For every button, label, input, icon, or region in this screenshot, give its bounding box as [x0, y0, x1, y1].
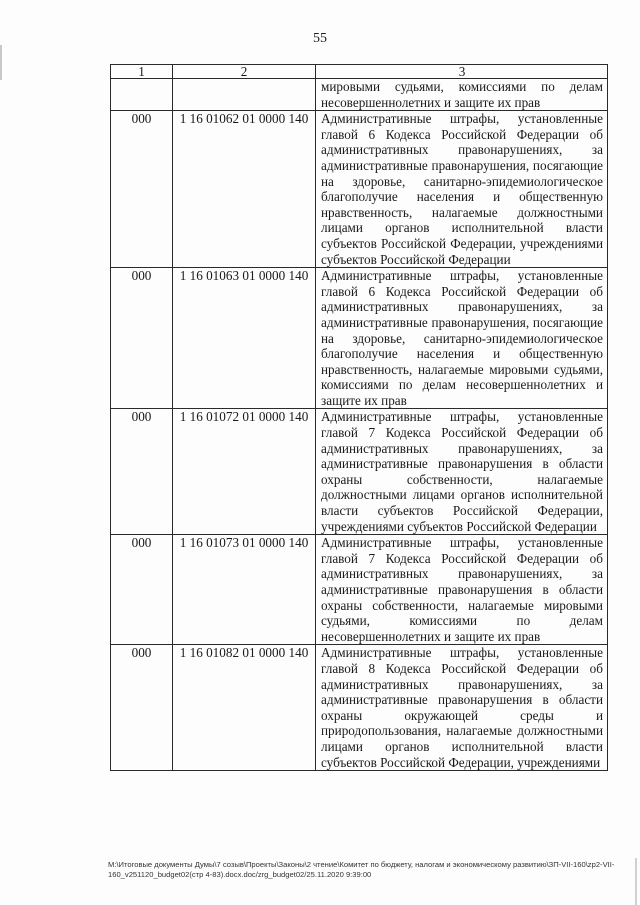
table-row: [111, 645, 608, 771]
table-row: [111, 535, 608, 645]
kbk-code-cell: [173, 79, 316, 111]
revenue-name-cell: мировыми судьями, комиссиями по делам несовершеннолетних и защите их прав: [316, 79, 608, 111]
table-header-row: [111, 65, 608, 79]
revenue-name-cell: Административные штрафы, установленные главой 7 Кодекса Российской Федерации об административных правонарушениях, за административные правонарушения в области охраны собственности, налагаемые мировыми судьями, комиссиями по делам несовершеннолетних и защите их прав: [316, 535, 608, 645]
budget-classification-table: [110, 64, 608, 771]
scan-edge-mark: [635, 858, 637, 905]
table-row: [111, 111, 608, 268]
header-col-2: 2: [173, 65, 316, 79]
revenue-name-cell: Административные штрафы, установленные главой 6 Кодекса Российской Федерации об административных правонарушениях, за административные правонарушения, посягающие на здоровье, санитарно-эпидемиологическое благополучие населения и общественную нравственность, налагаемые мировыми судьями, комиссиями по делам несовершеннолетних и защите их прав: [316, 268, 608, 409]
kbk-code-cell: 1 16 01062 01 0000 140: [173, 111, 316, 268]
table-row: [111, 409, 608, 535]
table-row: [111, 79, 608, 111]
admin-code-cell: 000: [111, 111, 173, 268]
kbk-code-cell: 1 16 01063 01 0000 140: [173, 268, 316, 409]
revenue-name-cell: Административные штрафы, установленные главой 6 Кодекса Российской Федерации об административных правонарушениях, за административные правонарушения, посягающие на здоровье, санитарно-эпидемиологическое благополучие населения и общественную нравственность, налагаемые должностными лицами органов исполнительной власти субъектов Российской Федерации, учреждениями субъектов Российской Федерации: [316, 111, 608, 268]
revenue-name-cell: Административные штрафы, установленные главой 8 Кодекса Российской Федерации об административных правонарушениях, за административные правонарушения в области охраны окружающей среды и природопользования, налагаемые должностными лицами органов исполнительной власти субъектов Российской Федерации, учреждениями: [316, 645, 608, 771]
header-col-1: 1: [111, 65, 173, 79]
admin-code-cell: 000: [111, 645, 173, 771]
admin-code-cell: 000: [111, 268, 173, 409]
document-path-footer: M:\Итоговые документы Думы\7 созыв\Проекты\Законы\2 чтение\Комитет по бюджету, налогам и экономическому развитию\ЗП-VII-160\zp2-VII-160_v251120_budget02(стр 4-83).docx.doc/zrg_budget02/25.11.2020 9:39:00: [108, 860, 615, 879]
page-number: 55: [313, 31, 327, 46]
header-col-3: 3: [316, 65, 608, 79]
table-row: [111, 268, 608, 409]
admin-code-cell: 000: [111, 409, 173, 535]
revenue-name-cell: Административные штрафы, установленные главой 7 Кодекса Российской Федерации об административных правонарушениях, за административные правонарушения в области охраны собственности, налагаемые должностными лицами органов исполнительной власти субъектов Российской Федерации, учреждениями субъектов Российской Федерации: [316, 409, 608, 535]
kbk-code-cell: 1 16 01082 01 0000 140: [173, 645, 316, 771]
admin-code-cell: 000: [111, 535, 173, 645]
scan-edge-mark: [0, 45, 2, 80]
admin-code-cell: [111, 79, 173, 111]
kbk-code-cell: 1 16 01072 01 0000 140: [173, 409, 316, 535]
kbk-code-cell: 1 16 01073 01 0000 140: [173, 535, 316, 645]
